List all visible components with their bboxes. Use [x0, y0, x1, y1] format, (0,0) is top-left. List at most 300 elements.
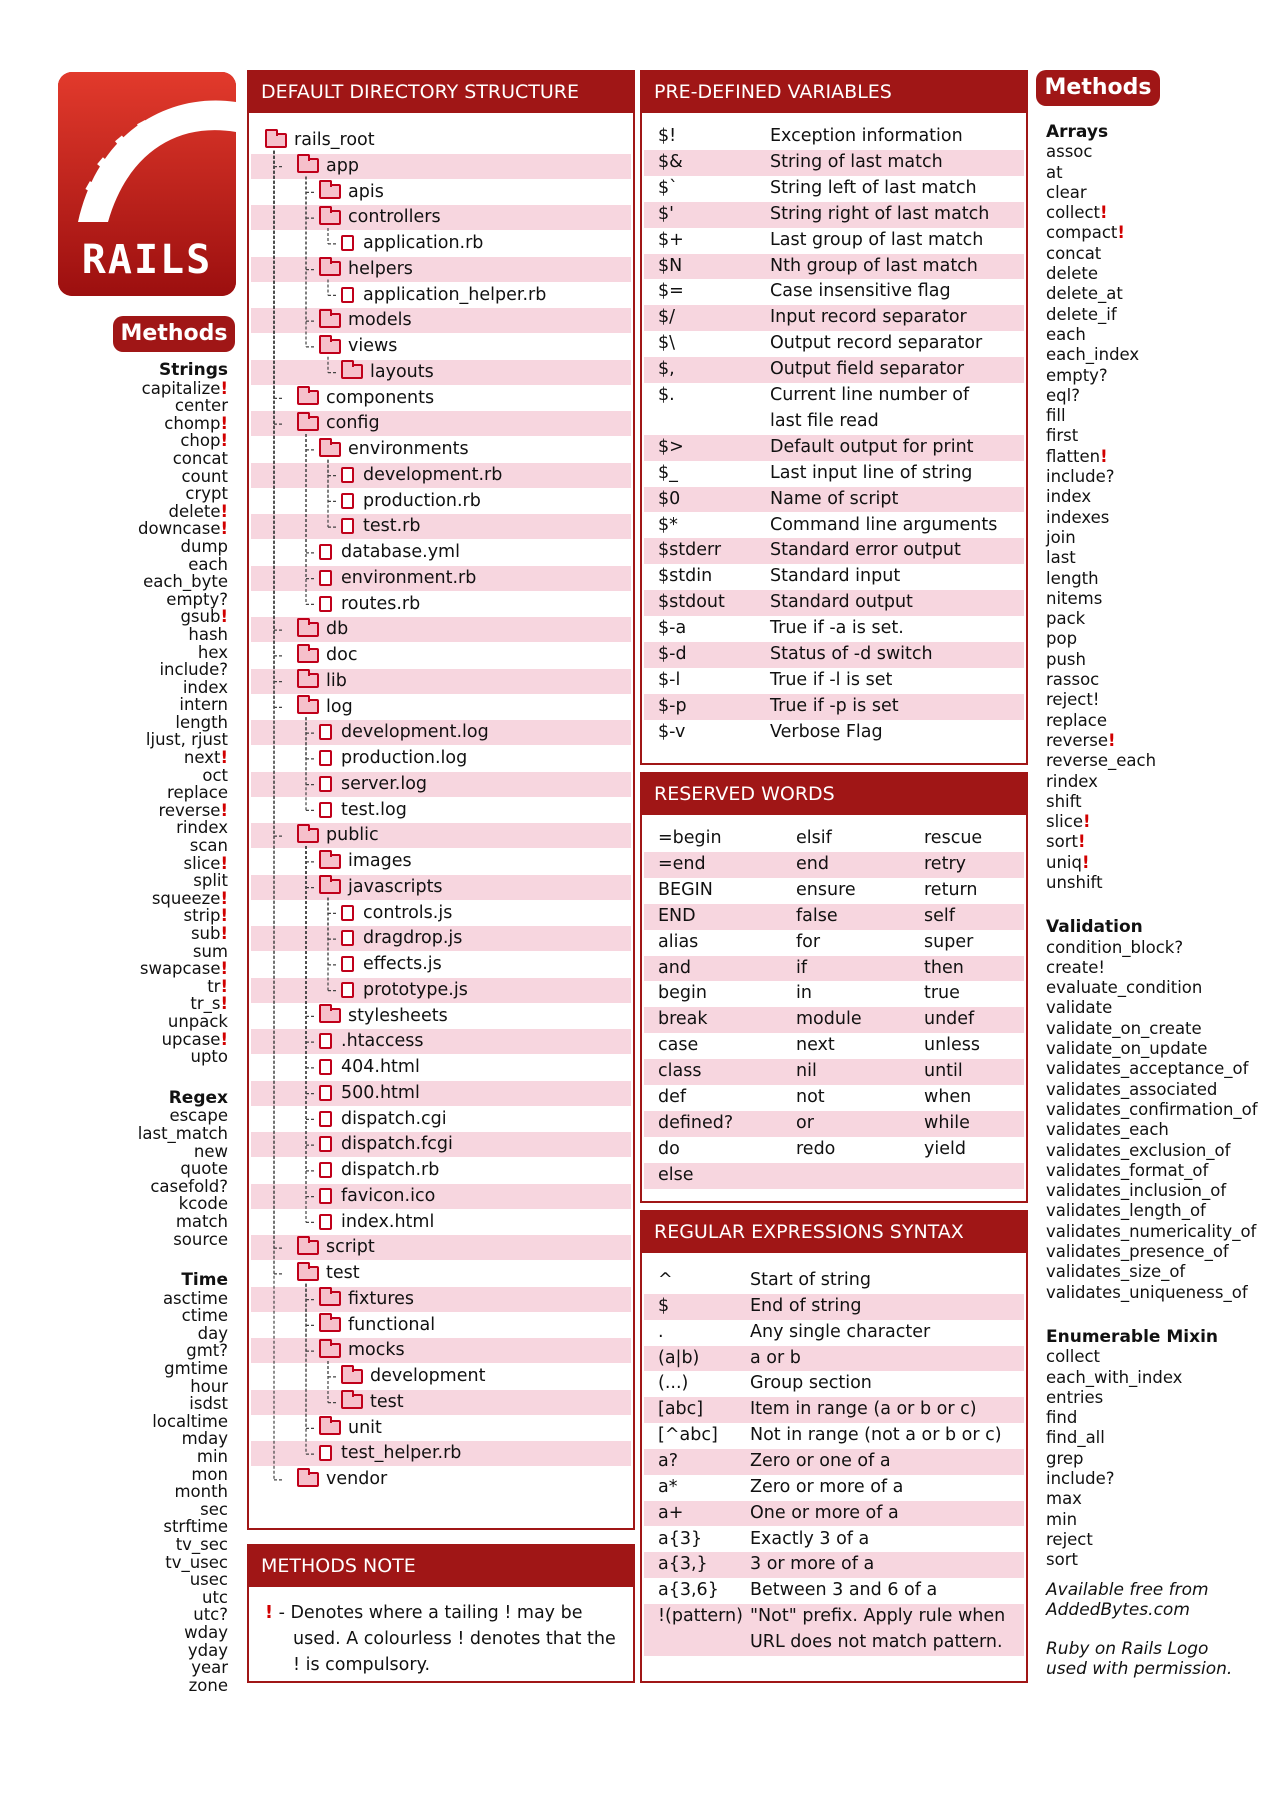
method-name: replace: [167, 783, 228, 803]
reserved-word: class: [658, 1061, 702, 1082]
method-name: flatten: [1046, 446, 1101, 466]
row-desc: "Not" prefix. Apply rule when: [750, 1606, 1006, 1627]
method-name: escape: [169, 1106, 228, 1126]
method-item: [1046, 305, 1276, 325]
tree-label: routes.rb: [341, 593, 421, 614]
reserved-word: retry: [924, 853, 966, 874]
method-name: each: [188, 554, 228, 574]
bang-mark: !: [220, 888, 228, 908]
method-name: delete_if: [1046, 304, 1117, 324]
method-item: [1046, 998, 1276, 1018]
bang-mark: !: [220, 853, 228, 873]
method-item: [1046, 508, 1276, 528]
method-item: [115, 907, 228, 925]
row-key: $-l: [658, 669, 681, 690]
row-key: ^: [658, 1270, 673, 1290]
method-name: validates_confirmation_of: [1046, 1099, 1258, 1119]
predefined-variables-panel: [640, 70, 1028, 765]
method-item: [115, 1624, 228, 1642]
table-row: [644, 150, 1024, 176]
method-item: [1046, 711, 1276, 731]
method-name: delete_at: [1046, 284, 1123, 304]
method-name: compact: [1046, 223, 1118, 243]
predefined-title: PRE-DEFINED VARIABLES: [642, 72, 1026, 113]
row-key: $stdin: [658, 566, 713, 587]
method-name: reverse_each: [1046, 751, 1157, 771]
method-name: index: [182, 677, 228, 697]
reserved-word: then: [924, 957, 964, 978]
tree-connector-lines: [251, 128, 631, 1518]
method-name: reverse: [158, 800, 221, 820]
footer-permission: used with permission.: [1046, 1659, 1233, 1679]
method-name: uniq: [1046, 852, 1082, 872]
bang-mark: !: [1117, 223, 1125, 243]
method-item: [1046, 467, 1276, 487]
method-name: downcase: [138, 519, 221, 539]
method-item: [115, 749, 228, 767]
reserved-word: defined?: [658, 1112, 734, 1133]
method-name: upto: [190, 1047, 228, 1067]
reserved-word: self: [924, 905, 955, 926]
method-item: [115, 556, 228, 574]
tree-label: lib: [326, 670, 347, 691]
method-item: [115, 978, 228, 996]
method-name: scan: [189, 836, 228, 856]
method-item: [1046, 1550, 1276, 1570]
tree-label: dispatch.fcgi: [341, 1134, 453, 1155]
row-desc: Zero or more of a: [750, 1476, 904, 1497]
method-name: strftime: [163, 1517, 228, 1537]
row-key: a*: [658, 1476, 678, 1497]
bang-mark: !: [220, 413, 228, 433]
tree-label: favicon.ico: [341, 1185, 436, 1206]
method-item: [1046, 345, 1276, 365]
table-row: [644, 1320, 1024, 1346]
table-row: [644, 1059, 1024, 1085]
method-name: slice: [183, 853, 221, 873]
tree-label: 404.html: [341, 1057, 420, 1077]
reserved-word: nil: [796, 1061, 817, 1082]
row-desc: a or b: [750, 1347, 801, 1368]
method-name: dump: [180, 536, 228, 556]
method-name: utc?: [193, 1605, 228, 1625]
method-item: [1046, 690, 1276, 710]
method-item: [1046, 1428, 1276, 1448]
row-key: a{3,}: [658, 1554, 708, 1575]
row-desc: Group section: [750, 1373, 872, 1394]
bang-mark: !: [220, 607, 228, 627]
method-item: [115, 1642, 228, 1660]
method-item: [115, 784, 228, 802]
method-name: tv_usec: [165, 1552, 228, 1572]
method-name: last_match: [137, 1123, 228, 1143]
method-item: [115, 503, 228, 521]
method-name: validates_length_of: [1046, 1201, 1206, 1221]
methods-note-panel: [247, 1544, 635, 1683]
method-name: condition_block?: [1046, 937, 1184, 957]
reserved-word: module: [796, 1009, 862, 1030]
method-name: nitems: [1046, 588, 1103, 608]
method-item: [115, 802, 228, 820]
table-row: [644, 956, 1024, 982]
bang-mark: !: [1083, 812, 1091, 832]
table-row: [644, 826, 1024, 852]
tree-label: mocks: [348, 1340, 405, 1361]
method-item: [115, 1430, 228, 1448]
reserved-word: return: [924, 879, 978, 900]
tree-label: application.rb: [363, 233, 484, 253]
row-key: $*: [658, 514, 678, 535]
reserved-words-panel: [640, 772, 1028, 1203]
method-item: [115, 1589, 228, 1607]
method-name: empty?: [166, 589, 228, 609]
tree-label: test_helper.rb: [341, 1443, 462, 1464]
method-item: [1046, 548, 1276, 568]
method-name: validate_on_create: [1046, 1018, 1202, 1038]
method-item: [1046, 183, 1276, 203]
method-name: join: [1046, 527, 1076, 547]
tree-label: vendor: [326, 1469, 388, 1489]
method-item: [1046, 1161, 1276, 1181]
method-item: [1046, 1242, 1276, 1262]
table-row: [644, 1501, 1024, 1527]
table-row: [644, 930, 1024, 956]
method-name: isdst: [189, 1394, 228, 1414]
method-name: wday: [184, 1622, 228, 1642]
method-name: evaluate_condition: [1046, 978, 1203, 998]
method-name: zone: [188, 1675, 228, 1695]
bang-mark: !: [1100, 203, 1108, 223]
reserved-word: yield: [924, 1138, 966, 1159]
tree-label: models: [348, 310, 412, 331]
tree-label: environment.rb: [341, 567, 477, 588]
table-row: [644, 1552, 1024, 1578]
method-item: [115, 855, 228, 873]
reserved-word: next: [796, 1035, 835, 1056]
method-name: yday: [187, 1640, 228, 1660]
method-name: pop: [1046, 629, 1078, 649]
method-item: [1046, 1039, 1276, 1059]
method-name: validates_inclusion_of: [1046, 1181, 1227, 1201]
section-title: Arrays: [1046, 122, 1109, 142]
table-row: [644, 1294, 1024, 1320]
reserved-word: else: [658, 1164, 694, 1185]
method-name: concat: [1046, 243, 1102, 263]
method-name: tv_sec: [175, 1535, 228, 1554]
row-key: $-v: [658, 721, 686, 742]
directory-panel: [247, 70, 635, 1530]
tree-label: javascripts: [348, 876, 443, 897]
tree-label: 500.html: [341, 1082, 420, 1103]
row-key: $stdout: [658, 592, 725, 613]
method-name: ctime: [181, 1306, 228, 1326]
reserved-word: END: [658, 905, 696, 926]
reserved-word: super: [924, 931, 974, 952]
method-name: tr_s: [190, 994, 221, 1014]
method-name: each_with_index: [1046, 1367, 1183, 1387]
method-name: each: [1046, 324, 1086, 344]
reserved-word: break: [658, 1009, 708, 1030]
tree-label: controllers: [348, 207, 441, 228]
method-item: [1046, 792, 1276, 812]
row-desc: Verbose Flag: [770, 721, 883, 742]
reserved-word: case: [658, 1035, 699, 1056]
method-name: validates_presence_of: [1046, 1242, 1229, 1262]
row-key: $,: [658, 359, 675, 380]
tree-label: fixtures: [348, 1288, 415, 1309]
bang-mark: !: [220, 1029, 228, 1049]
method-name: clear: [1046, 182, 1087, 202]
directory-title: DEFAULT DIRECTORY STRUCTURE: [249, 72, 633, 113]
method-item: [115, 1195, 228, 1213]
method-name: empty?: [1046, 365, 1108, 385]
method-name: quote: [180, 1159, 228, 1179]
bang-mark: !: [1081, 852, 1090, 872]
method-item: [1046, 1347, 1276, 1367]
method-item: [1046, 1201, 1276, 1221]
method-item: [1046, 284, 1276, 304]
method-item: [115, 1125, 228, 1143]
tree-label: apis: [348, 181, 384, 202]
table-row: [644, 694, 1024, 720]
row-desc: True if -a is set.: [770, 618, 904, 639]
method-item: [115, 1466, 228, 1484]
method-name: sort: [1046, 1550, 1078, 1570]
method-name: validate: [1046, 998, 1113, 1018]
method-item: [1046, 569, 1276, 589]
table-row: [644, 383, 1024, 435]
method-item: [1046, 853, 1276, 873]
row-desc: Not in range (not a or b or c): [750, 1425, 1002, 1446]
row-key: $stderr: [658, 540, 722, 561]
method-name: index: [1046, 487, 1092, 507]
reserved-word: until: [924, 1061, 963, 1082]
reserved-word: alias: [658, 931, 699, 952]
table-row: [644, 538, 1024, 564]
tree-label: dragdrop.js: [363, 928, 463, 949]
reserved-word: def: [658, 1087, 687, 1107]
reserved-word: or: [796, 1112, 814, 1133]
tree-label: script: [326, 1237, 375, 1258]
bang-mark: !: [220, 800, 228, 820]
row-desc: String right of last match: [770, 203, 990, 224]
footer-logo-credit: Ruby on Rails Logo: [1046, 1639, 1209, 1659]
method-item: [115, 644, 228, 662]
logo-text: RAILS: [81, 237, 213, 283]
method-name: unshift: [1046, 872, 1103, 892]
table-row: [644, 279, 1024, 305]
reserved-word: for: [796, 931, 821, 952]
table-row: [644, 1137, 1024, 1163]
method-item: [1046, 1510, 1276, 1530]
table-row: [644, 1085, 1024, 1111]
method-item: [115, 573, 228, 591]
row-key: $: [658, 1295, 670, 1316]
tree-label: prototype.js: [363, 979, 468, 1000]
tree-label: images: [348, 851, 412, 871]
method-name: mday: [181, 1429, 228, 1449]
bang-mark: !: [220, 431, 228, 451]
method-name: unpack: [167, 1011, 228, 1031]
method-name: slice: [1046, 812, 1083, 832]
method-item: [1046, 528, 1276, 548]
method-name: collect: [1046, 203, 1101, 223]
table-row: [644, 1371, 1024, 1397]
reserved-word: when: [924, 1087, 972, 1107]
table-row: [644, 1527, 1024, 1553]
method-name: new: [193, 1141, 228, 1161]
row-desc: String left of last match: [770, 177, 977, 198]
method-name: include?: [1046, 1469, 1115, 1488]
method-item: [1046, 938, 1276, 958]
method-name: month: [174, 1482, 228, 1502]
method-name: length: [1046, 568, 1099, 588]
method-item: [1046, 1388, 1276, 1408]
row-desc: Case insensitive flag: [770, 281, 951, 302]
row-desc: Output record separator: [770, 333, 983, 354]
method-item: [1046, 1469, 1276, 1489]
bang-mark: !: [220, 501, 228, 521]
method-name: create!: [1046, 957, 1105, 977]
method-name: max: [1046, 1489, 1082, 1509]
method-item: [115, 1325, 228, 1343]
tree-label: helpers: [348, 258, 413, 279]
row-desc: last file read: [770, 410, 879, 431]
row-desc: Any single character: [750, 1321, 931, 1342]
method-item: [115, 1213, 228, 1231]
footer-addedbytes: AddedBytes.com: [1046, 1600, 1190, 1620]
table-row: [644, 981, 1024, 1007]
row-key: $+: [658, 229, 684, 250]
method-name: collect: [1046, 1347, 1101, 1367]
table-row: [644, 904, 1024, 930]
table-row: [644, 254, 1024, 280]
row-desc: True if -l is set: [770, 669, 893, 690]
section-title: Regex: [168, 1087, 228, 1108]
row-key: a{3,6}: [658, 1580, 719, 1601]
row-desc: 3 or more of a: [750, 1554, 875, 1575]
tree-label: effects.js: [363, 954, 442, 974]
row-key: a{3}: [658, 1528, 703, 1549]
bang-mark: !: [220, 906, 228, 926]
method-name: chop: [180, 431, 221, 451]
method-item: [1046, 163, 1276, 183]
row-desc: Command line arguments: [770, 514, 998, 535]
method-item: [1046, 1368, 1276, 1388]
tree-label: test.log: [341, 799, 407, 820]
method-item: [1046, 1262, 1276, 1282]
bang-mark: !: [1100, 446, 1108, 466]
method-name: capitalize: [141, 378, 221, 398]
table-row: [644, 1449, 1024, 1475]
method-item: [1046, 670, 1276, 690]
row-desc: Exception information: [770, 126, 963, 146]
row-desc: URL does not match pattern.: [750, 1631, 1003, 1652]
method-name: hash: [188, 624, 228, 644]
method-name: oct: [202, 765, 228, 785]
method-name: utc: [202, 1587, 228, 1607]
method-name: gmt?: [186, 1341, 228, 1361]
method-name: sum: [192, 941, 228, 961]
method-name: grep: [1046, 1448, 1084, 1468]
method-item: [1046, 812, 1276, 832]
table-row: [644, 1007, 1024, 1033]
left-methods-badge: Methods: [113, 316, 235, 352]
table-row: [644, 435, 1024, 461]
section-title: Enumerable Mixin: [1046, 1326, 1219, 1347]
table-row: [644, 668, 1024, 694]
method-name: sec: [200, 1499, 228, 1519]
tree-label: production.log: [341, 748, 468, 768]
table-row: [644, 305, 1024, 331]
method-item: [1046, 731, 1276, 751]
method-item: [1046, 650, 1276, 670]
method-item: [1046, 589, 1276, 609]
method-item: [115, 1048, 228, 1066]
method-name: each_byte: [143, 572, 228, 592]
method-name: delete: [1046, 264, 1098, 284]
method-name: intern: [179, 695, 228, 715]
method-name: split: [193, 871, 228, 891]
bang-mark: !: [220, 976, 228, 996]
method-name: concat: [172, 448, 228, 468]
row-desc: Start of string: [750, 1270, 871, 1290]
tree-label: .htaccess: [341, 1031, 424, 1052]
row-key: (...): [658, 1373, 689, 1394]
method-name: each_index: [1046, 345, 1140, 365]
section-title: Strings: [159, 360, 228, 380]
method-item: [1046, 1408, 1276, 1428]
table-row: [644, 124, 1024, 150]
reserved-word: BEGIN: [658, 879, 713, 900]
method-item: [1046, 629, 1276, 649]
tree-label: server.log: [341, 773, 428, 794]
method-item: [1046, 1059, 1276, 1079]
method-item: [115, 1501, 228, 1519]
bang-mark: !: [220, 519, 228, 539]
row-desc: Last input line of string: [770, 462, 973, 483]
method-item: [115, 679, 228, 697]
row-key: $&: [658, 151, 683, 172]
method-name: shift: [1046, 791, 1082, 811]
bang-mark: !: [265, 1603, 273, 1623]
reserved-word: undef: [924, 1009, 975, 1030]
method-name: pack: [1046, 609, 1086, 629]
method-item: [1046, 873, 1276, 893]
method-name: validates_each: [1046, 1120, 1169, 1140]
method-item: [115, 380, 228, 398]
tree-label: config: [326, 413, 380, 434]
tree-label: environments: [348, 439, 469, 459]
method-name: chomp: [164, 413, 221, 433]
method-name: hour: [190, 1376, 228, 1396]
bang-mark: !: [220, 748, 228, 768]
method-item: [115, 608, 228, 626]
tree-label: public: [326, 825, 379, 846]
row-desc: Current line number of: [770, 385, 970, 405]
row-desc: Item in range (a or b or c): [750, 1399, 977, 1420]
row-key: $\: [658, 333, 676, 354]
method-item: [115, 468, 228, 486]
row-key: [^abc]: [658, 1425, 718, 1446]
method-item: [1046, 366, 1276, 386]
table-row: [644, 1163, 1024, 1189]
reserved-word: elsif: [796, 828, 832, 848]
method-name: last: [1046, 548, 1076, 568]
row-key: .: [658, 1321, 664, 1342]
tree-label: application_helper.rb: [363, 284, 547, 305]
tree-label: index.html: [341, 1211, 435, 1232]
